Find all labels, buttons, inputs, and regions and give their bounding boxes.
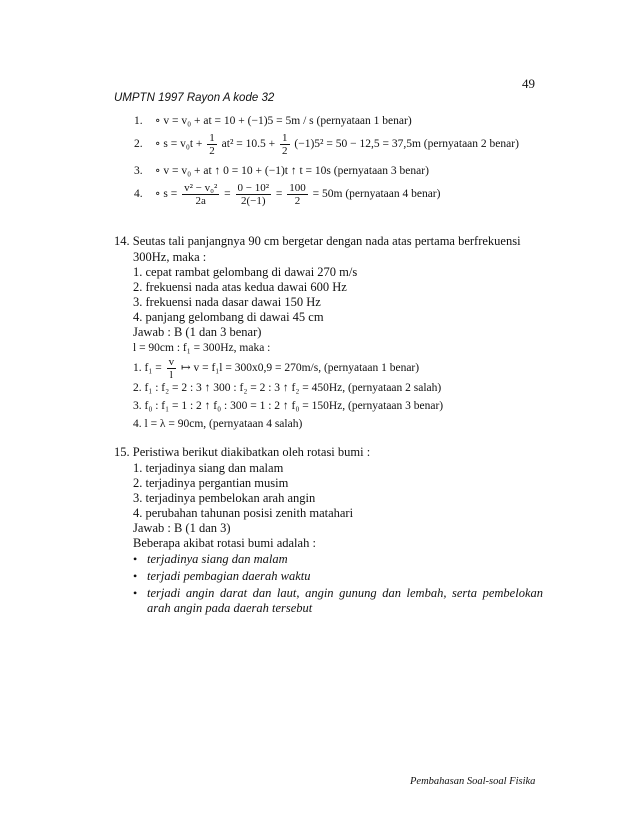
q15-bullet-2: • terjadi pembagian daerah waktu bbox=[133, 569, 311, 583]
q15-option-2: 2. terjadinya pergantian musim bbox=[133, 476, 289, 490]
bullet-icon: • bbox=[133, 586, 138, 600]
q15-answer: Jawab : B (1 dan 3) bbox=[133, 521, 231, 535]
q13-item-1: 1. ∘ v = v₀ + at = 10 + (−1)5 = 5m / s (pernyataan 1 benar) bbox=[134, 115, 412, 127]
q14-question-line-2: 300Hz, maka : bbox=[133, 250, 207, 264]
fraction-half-2: $\frac{1}{2}$ bbox=[282, 132, 288, 157]
q14-solution-1: 1. f₁ = $\frac{v}{l}$ ↦ v = f₁l = 300x0,9 = 270m/s, (pernyataan 1 benar) bbox=[133, 356, 420, 381]
q15-question: 15. Peristiwa berikut diakibatkan oleh rotasi bumi : bbox=[114, 445, 371, 459]
bullet-icon: • bbox=[133, 569, 138, 583]
fraction-3: $\frac{100}{2}$ bbox=[289, 182, 306, 207]
q15-option-3: 3. terjadinya pembelokan arah angin bbox=[133, 491, 316, 505]
q15-bullet-1: • terjadinya siang dan malam bbox=[133, 552, 288, 566]
q14-solution-2: 2. f₁ : f₂ = 2 : 3 ↑ 300 : f₂ = 2 : 3 ↑ f₂ = 450Hz, (pernyataan 2 salah) bbox=[133, 382, 442, 394]
q15-bullet-3-continued: arah angin pada daerah tersebut bbox=[147, 601, 313, 615]
q14-option-3: 3. frekuensi nada dasar dawai 150 Hz bbox=[133, 295, 321, 309]
fraction-half-1: $\frac{1}{2}$ bbox=[209, 132, 215, 157]
q14-solution-4: 4. l = λ = 90cm, (pernyataan 4 salah) bbox=[133, 418, 303, 430]
q14-option-4: 4. panjang gelombang di dawai 45 cm bbox=[133, 310, 324, 324]
page-number: 49 bbox=[522, 76, 535, 91]
q15-option-1: 1. terjadinya siang dan malam bbox=[133, 461, 284, 475]
q15-bullet-3: • terjadi angin darat dan laut, angin gunung dan lembah, serta pembelokan bbox=[133, 586, 543, 600]
q13-item-4: 4. ∘ s = $\frac{\text{v² − v₀²}}{2a}$ = $\frac{\text{0 − 10²}}{2(-1)}$ = $\frac{100}{2}$ = 50m (pernyataan 4 benar) bbox=[134, 182, 441, 207]
q14-option-2: 2. frekuensi nada atas kedua dawai 600 Hz bbox=[133, 280, 347, 294]
q14-answer: Jawab : B (1 dan 3 benar) bbox=[133, 325, 262, 339]
fraction-v-over-l: $\frac{v}{l}$ bbox=[168, 356, 175, 381]
page-footer: Pembahasan Soal-soal Fisika bbox=[410, 776, 536, 787]
fraction-2: $\frac{\text{0 − 10²}}{2(-1)}$ bbox=[237, 182, 270, 207]
q14-question-line-1: 14. Seutas tali panjangnya 90 cm bergetar dengan nada atas pertama berfrekuensi bbox=[114, 234, 521, 248]
q15-option-4: 4. perubahan tahunan posisi zenith matahari bbox=[133, 506, 354, 520]
q14-option-1: 1. cepat rambat gelombang di dawai 270 m/s bbox=[133, 265, 358, 279]
q13-item-3: 3. ∘ v = v₀ + at ↑ 0 = 10 + (−1)t ↑ t = 10s (pernyataan 3 benar) bbox=[134, 165, 429, 177]
q15-intro: Beberapa akibat rotasi bumi adalah : bbox=[133, 536, 316, 550]
q13-item-2: 2. ∘ s = v₀t + $\frac{1}{2}$ at² = 10.5 + $\frac{1}{2}$ (−1)5² = 50 − 12,5 = 37,5m (pernyataan 2 benar) bbox=[134, 132, 519, 157]
fraction-1: $\frac{\text{v² − v₀²}}{2a}$ bbox=[184, 182, 218, 207]
bullet-icon: • bbox=[133, 552, 138, 566]
page-header: UMPTN 1997 Rayon A kode 32 bbox=[114, 92, 275, 104]
q14-solution-3: 3. f₀ : f₁ = 1 : 2 ↑ f₀ : 300 = 1 : 2 ↑ f₀ = 150Hz, (pernyataan 3 benar) bbox=[133, 400, 444, 412]
q14-given: l = 90cm : f₁ = 300Hz, maka : bbox=[133, 342, 271, 354]
